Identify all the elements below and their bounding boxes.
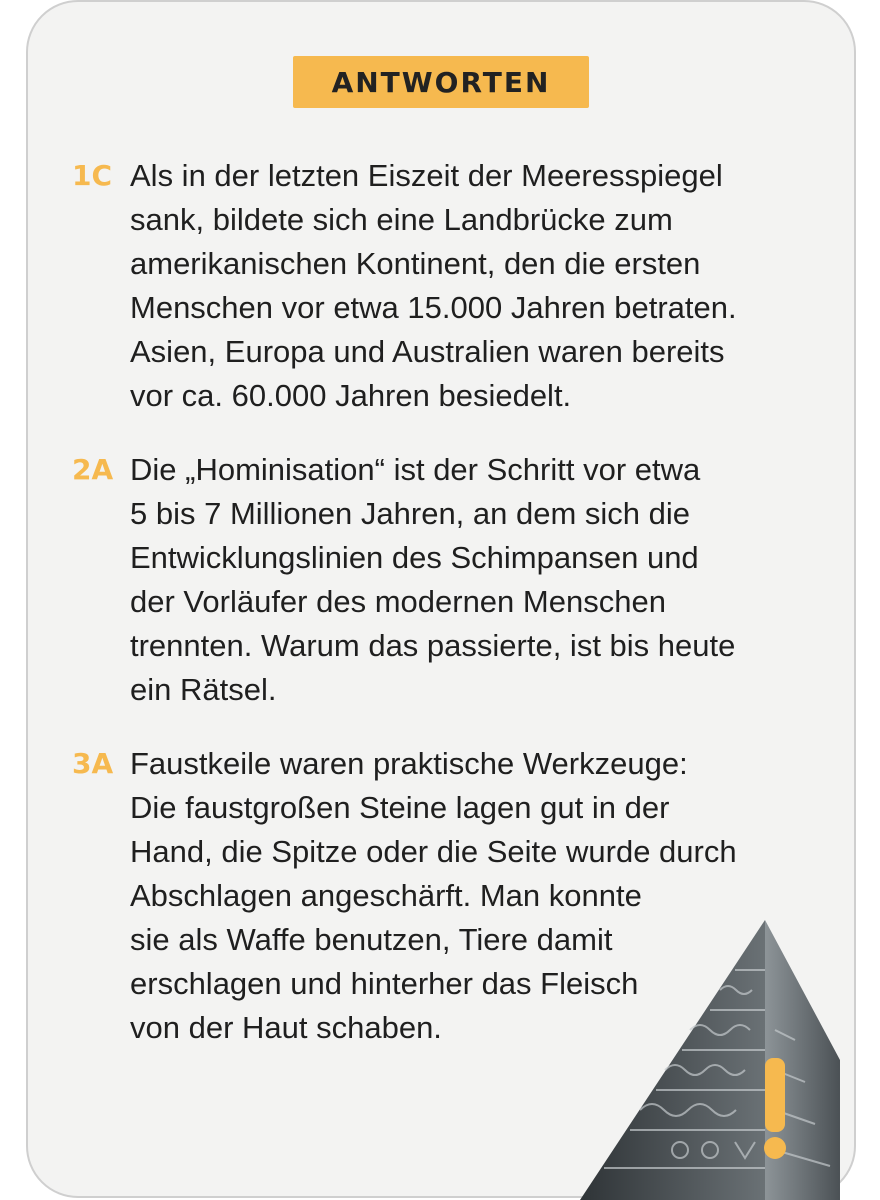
pyramid-exclamation-icon	[560, 910, 840, 1200]
answer-text: Als in der letzten Eiszeit der Meeresspiegel sank, bildete sich eine Landbrücke zum amerikanischen Kontinent, den die ersten Menschen vor etwa 15.000 Jahren betraten. Asien, Europa und Australien waren bereits vor ca. 60.000 Jahren besiedelt.	[130, 158, 737, 413]
answer-code: 1C	[72, 159, 113, 192]
answer-code: 2A	[72, 453, 114, 486]
answer-code: 3A	[72, 747, 114, 780]
answer-text: Die „Hominisation“ ist der Schritt vor etwa 5 bis 7 Millionen Jahren, an dem sich die Entwicklungslinien des Schimpansen und der Vorläufer des modernen Menschen trennten. Warum das passierte, ist bis heute ein Rätsel.	[130, 452, 736, 707]
header-banner	[293, 56, 589, 108]
answer-text: Faustkeile waren praktische Werkzeuge: Die faustgroßen Steine lagen gut in der Hand, die Spitze oder die Seite wurde durch Abschlagen angeschärft. Man konnte sie als Waffe benutzen, Tiere damit erschlagen und hinterher das Fleisch von der Haut schaben.	[130, 746, 737, 1045]
page-title: ANTWORTEN	[331, 65, 551, 99]
